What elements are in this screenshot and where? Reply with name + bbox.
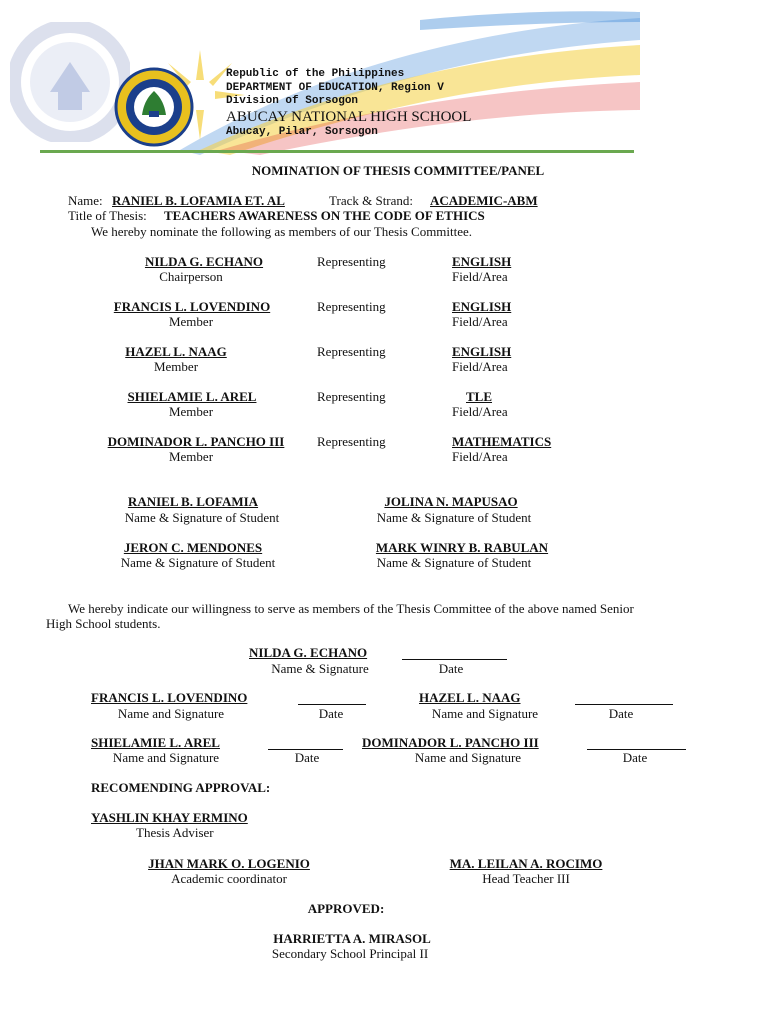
committee-field-4: TLE bbox=[466, 389, 493, 404]
sign-chair-name: NILDA G. ECHANO bbox=[249, 645, 368, 660]
head-teacher-name: MA. LEILAN A. ROCIMO bbox=[449, 856, 603, 871]
committee-name-3: HAZEL L. NAAG bbox=[125, 344, 227, 359]
sign-m2-label: Name and Signature bbox=[431, 706, 539, 721]
header-division: Division of Sorsogon bbox=[226, 95, 359, 107]
committee-role-5: Member bbox=[168, 449, 214, 464]
committee-field-3: ENGLISH bbox=[452, 344, 512, 359]
willingness-statement-line1: We hereby indicate our willingness to serve as members of the Thesis Committee of the above named Senior bbox=[68, 601, 634, 616]
committee-name-1: NILDA G. ECHANO bbox=[144, 254, 264, 269]
thesis-title-label: Title of Thesis: bbox=[68, 208, 147, 223]
student-name-4: MARK WINRY B. RABULAN bbox=[375, 540, 549, 555]
sign-m2-date-line bbox=[575, 704, 673, 705]
approved-label: APPROVED: bbox=[307, 901, 385, 916]
adviser-title: Thesis Adviser bbox=[136, 825, 214, 840]
track-value: ACADEMIC-ABM bbox=[430, 193, 538, 208]
sign-m1-name: FRANCIS L. LOVENDINO bbox=[91, 690, 248, 705]
committee-field-5: MATHEMATICS bbox=[452, 434, 552, 449]
school-logo-icon bbox=[114, 67, 194, 147]
deped-seal-icon bbox=[10, 22, 130, 142]
nominate-statement: We hereby nominate the following as members of our Thesis Committee. bbox=[91, 224, 473, 239]
student-label-3: Name & Signature of Student bbox=[120, 555, 276, 570]
coordinator-title: Academic coordinator bbox=[171, 871, 287, 886]
committee-rep-2: Representing bbox=[317, 299, 386, 314]
committee-field-label-3: Field/Area bbox=[452, 359, 508, 374]
header-republic: Republic of the Philippines bbox=[226, 68, 405, 80]
name-value: RANIEL B. LOFAMIA ET. AL bbox=[112, 193, 285, 208]
sign-m2-name: HAZEL L. NAAG bbox=[419, 690, 521, 705]
committee-rep-4: Representing bbox=[317, 389, 386, 404]
willingness-statement-line2: High School students. bbox=[46, 616, 161, 631]
student-name-1: RANIEL B. LOFAMIA bbox=[127, 494, 259, 509]
sign-m4-date: Date bbox=[622, 750, 648, 765]
school-name: ABUCAY NATIONAL HIGH SCHOOL bbox=[226, 109, 472, 125]
header-divider bbox=[40, 150, 634, 153]
committee-rep-1: Representing bbox=[317, 254, 386, 269]
sign-chair-date: Date bbox=[438, 661, 464, 676]
thesis-title-value: TEACHERS AWARENESS ON THE CODE OF ETHICS bbox=[164, 208, 485, 223]
committee-role-2: Member bbox=[168, 314, 214, 329]
coordinator-name: JHAN MARK O. LOGENIO bbox=[148, 856, 310, 871]
committee-field-2: ENGLISH bbox=[452, 299, 512, 314]
committee-field-label-4: Field/Area bbox=[452, 404, 508, 419]
sign-m3-label: Name and Signature bbox=[112, 750, 220, 765]
principal-name: HARRIETTA A. MIRASOL bbox=[273, 931, 431, 946]
sign-m4-name: DOMINADOR L. PANCHO III bbox=[362, 735, 539, 750]
student-name-2: JOLINA N. MAPUSAO bbox=[384, 494, 518, 509]
sign-m2-date: Date bbox=[608, 706, 634, 721]
student-name-3: JERON C. MENDONES bbox=[123, 540, 263, 555]
student-label-2: Name & Signature of Student bbox=[376, 510, 532, 525]
committee-field-label-5: Field/Area bbox=[452, 449, 508, 464]
committee-rep-5: Representing bbox=[317, 434, 386, 449]
sign-m1-date: Date bbox=[318, 706, 344, 721]
committee-role-4: Member bbox=[168, 404, 214, 419]
committee-name-2: FRANCIS L. LOVENDINO bbox=[113, 299, 271, 314]
sign-m3-date: Date bbox=[294, 750, 320, 765]
school-address: Abucay, Pilar, Sorsogon bbox=[226, 126, 378, 138]
committee-field-label-2: Field/Area bbox=[452, 314, 508, 329]
name-label: Name: bbox=[68, 193, 103, 208]
committee-role-3: Member bbox=[153, 359, 199, 374]
track-label: Track & Strand: bbox=[329, 193, 414, 208]
committee-name-5: DOMINADOR L. PANCHO III bbox=[107, 434, 285, 449]
header-department: DEPARTMENT OF EDUCATION, Region V bbox=[226, 82, 444, 94]
committee-field-label-1: Field/Area bbox=[452, 269, 508, 284]
committee-name-4: SHIELAMIE L. AREL bbox=[127, 389, 257, 404]
committee-field-1: ENGLISH bbox=[452, 254, 512, 269]
principal-title: Secondary School Principal II bbox=[271, 946, 429, 961]
committee-rep-3: Representing bbox=[317, 344, 386, 359]
sign-m1-label: Name and Signature bbox=[117, 706, 225, 721]
recommending-approval-label: RECOMENDING APPROVAL: bbox=[91, 780, 271, 795]
sign-m4-label: Name and Signature bbox=[414, 750, 522, 765]
sign-m3-name: SHIELAMIE L. AREL bbox=[91, 735, 220, 750]
sign-chair-label: Name & Signature bbox=[271, 661, 369, 676]
committee-role-1: Chairperson bbox=[159, 269, 223, 284]
document-title: NOMINATION OF THESIS COMMITTEE/PANEL bbox=[251, 163, 545, 178]
sign-chair-date-line bbox=[402, 659, 507, 660]
adviser-name: YASHLIN KHAY ERMINO bbox=[91, 810, 248, 825]
sign-m1-date-line bbox=[298, 704, 366, 705]
head-teacher-title: Head Teacher III bbox=[482, 871, 570, 886]
student-label-1: Name & Signature of Student bbox=[124, 510, 280, 525]
student-label-4: Name & Signature of Student bbox=[376, 555, 532, 570]
